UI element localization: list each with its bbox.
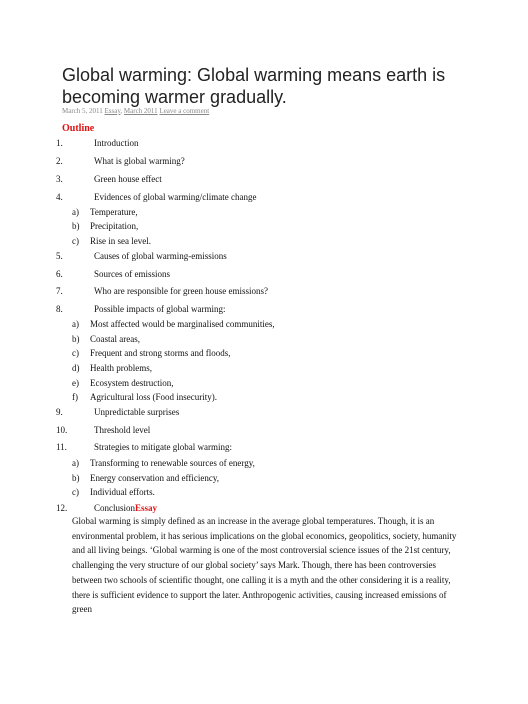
outline-text (94, 503, 157, 513)
page-title: Global warming: Global warming means earth is becoming warmer gradually. (62, 65, 446, 107)
essay-heading: Essay (135, 503, 158, 513)
outline-label: Precipitation, (90, 221, 139, 231)
outline-label: Sources of emissions (94, 269, 170, 279)
outline-label: Energy conservation and efficiency, (90, 473, 220, 483)
outline-marker: c) (72, 236, 79, 246)
post-date: March 5, 2011 (62, 107, 103, 115)
outline-text (90, 487, 155, 497)
outline-label: Ecosystem destruction, (90, 378, 174, 388)
outline-text (94, 269, 170, 279)
outline-marker: 1. (56, 138, 63, 148)
outline-label: Unpredictable surprises (94, 407, 180, 417)
outline-marker: a) (72, 458, 79, 468)
outline-label: Green house effect (94, 174, 162, 184)
outline-label: Individual efforts. (90, 487, 155, 497)
outline-marker: 10. (56, 425, 68, 435)
outline-text (94, 286, 268, 296)
outline-text (94, 407, 179, 417)
outline-text (90, 334, 140, 344)
outline-marker: b) (72, 473, 80, 483)
outline-marker: a) (72, 207, 79, 217)
outline-label: Introduction (94, 138, 139, 148)
outline-marker: 5. (56, 251, 63, 261)
outline-text (94, 304, 225, 314)
outline-text (94, 174, 162, 184)
outline-text (94, 138, 139, 148)
outline-label: Rise in sea level. (90, 236, 151, 246)
outline-text (90, 458, 255, 468)
outline-label: Threshold level (94, 425, 151, 435)
outline-marker: 8. (56, 304, 63, 314)
outline-marker: 9. (56, 407, 63, 417)
outline-marker: 11. (56, 442, 67, 452)
post-meta: March 5, 2011 Essay, March 2011 Leave a comment (62, 107, 210, 115)
essay-paragraph (72, 514, 464, 617)
outline-text (94, 425, 150, 435)
outline-marker: b) (72, 334, 80, 344)
outline-text (90, 378, 173, 388)
outline-marker: b) (72, 221, 80, 231)
outline-label: Causes of global warming-emissions (94, 251, 227, 261)
outline-label: Transforming to renewable sources of energy, (90, 458, 255, 468)
outline-text (90, 363, 152, 373)
category-link[interactable]: Essay (104, 107, 121, 115)
outline-label: Health problems, (90, 363, 152, 373)
outline-label: Evidences of global warming/climate change (94, 192, 257, 202)
outline-label: Temperature, (90, 207, 138, 217)
outline-text (90, 392, 217, 402)
outline-text (90, 348, 230, 358)
archive-link[interactable]: March 2011 (123, 107, 158, 115)
outline-label: Strategies to mitigate global warming: (94, 442, 232, 452)
outline-text (94, 442, 232, 452)
outline-marker: 2. (56, 156, 63, 166)
outline-text (90, 221, 138, 231)
essay-text: Global warming is simply defined as an increase in the average global temperatures. Though, it is an environmental problem, it has serious implications on the global economics, geopolitics, society, humanity and all living beings. ‘Global warming is one of the most controversial science issues of the 21st century, challenging the very structure of our global society’ says Mark. Though, there has been controversies between two schools of scientific thought, one calling it is a myth and the other considering it is a reality, there is sufficient evidence to support the later. Anthropogenic activities, causing increased emissions of green (72, 516, 457, 615)
outline-text (94, 156, 185, 166)
outline-label: Agricultural loss (Food insecurity). (90, 392, 217, 402)
outline-marker: 4. (56, 192, 63, 202)
outline-marker: f) (72, 392, 78, 402)
outline-text (90, 473, 219, 483)
outline-label: Conclusion (94, 503, 136, 513)
outline-heading: Outline (62, 123, 95, 134)
outline-label: Who are responsible for green house emissions? (94, 286, 268, 296)
outline-text (90, 319, 275, 329)
outline-marker: c) (72, 487, 79, 497)
outline-marker: 12. (56, 503, 68, 513)
outline-marker: 3. (56, 174, 63, 184)
outline-marker: a) (72, 319, 79, 329)
outline-marker: d) (72, 363, 80, 373)
outline-label: Possible impacts of global warming: (94, 304, 226, 314)
outline-label: Most affected would be marginalised communities, (90, 319, 275, 329)
outline-marker: c) (72, 348, 79, 358)
outline-marker: 6. (56, 269, 63, 279)
outline-label: Coastal areas, (90, 334, 140, 344)
outline-marker: 7. (56, 286, 63, 296)
outline-marker: e) (72, 378, 79, 388)
leave-comment-link[interactable]: Leave a comment (159, 107, 210, 115)
outline-text (90, 236, 151, 246)
outline-label: Frequent and strong storms and floods, (90, 348, 231, 358)
outline-text (94, 251, 227, 261)
outline-text (94, 192, 256, 202)
outline-label: What is global warming? (94, 156, 185, 166)
outline-text (90, 207, 138, 217)
